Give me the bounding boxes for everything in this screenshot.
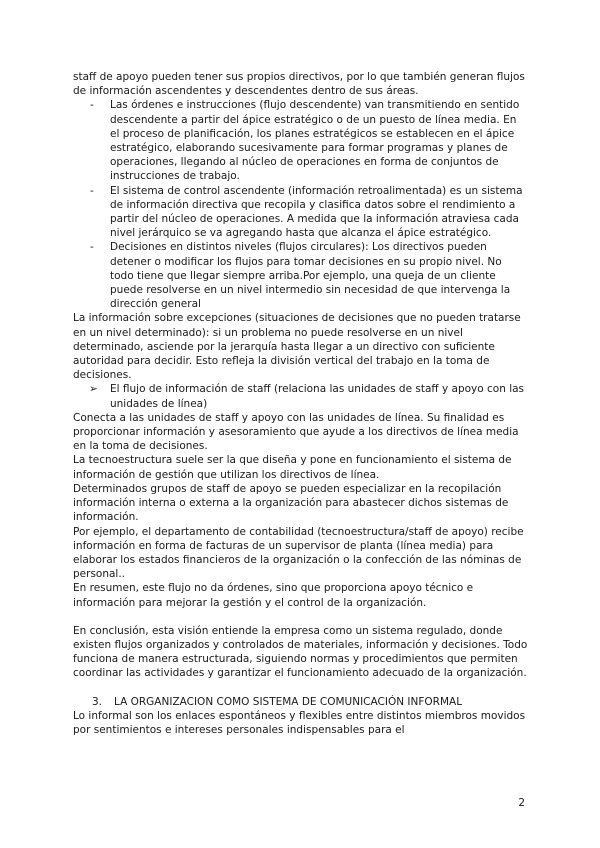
list-item: ➢ El flujo de información de staff (relaciona las unidades de staff y apoyo con las unidades de línea) [89, 383, 525, 410]
spacer [73, 681, 528, 695]
dash-bullet: - [90, 241, 94, 254]
section-heading [73, 695, 528, 709]
dash-bullet: - [90, 184, 94, 197]
intro-paragraph: staff de apoyo pueden tener sus propios directivos, por lo que también generan flujos de información ascendentes y descendentes dentro de sus áreas. [73, 71, 525, 98]
list-item: - El sistema de control ascendente (información retroalimentada) es un sistema de información directiva que recopila y clasifica datos sobre el rendimiento a partir del núcleo de operaciones. A medida que la información atraviesa cada nivel jerárquico se va agregando hasta que alcanza el ápice estratégico. [90, 184, 523, 240]
staff-paragraph: Conecta a las unidades de staff y apoyo con las unidades de línea. Su finalidad es proporcionar información y asesoramiento que ayude a los directivos de línea media en la toma de decisiones. [73, 411, 519, 453]
staff-flow-list [73, 382, 528, 410]
flow-list [73, 98, 528, 311]
section-title: LA ORGANIZACION COMO SISTEMA DE COMUNICACIÓN INFORMAL [114, 695, 463, 708]
ejemplo-paragraph: Por ejemplo, el departamento de contabilidad (tecnoestructura/staff de apoyo) recibe información en forma de facturas de un supervisor de planta (línea media) para elaborar los estados financieros de la organización o la confección de las nóminas de personal.. [73, 525, 524, 581]
document-body [73, 70, 528, 737]
conclusion-paragraph: En conclusión, esta visión entiende la empresa como un sistema regulado, donde existen flujos organizados y controlados de materiales, información y decisiones. Todo funciona de manera estructurada, siguiendo normas y procedimientos que permiten coordinar las actividades y garantizar el funcionamiento adecuado de la organización. [73, 624, 528, 680]
list-item: - Decisiones en distintos niveles (flujos circulares): Los directivos pueden detener o modificar los flujos para tomar decisiones en su propio nivel. No todo tiene que llegar siempre arriba.Por ejemplo, una queja de un cliente puede resolverse en un nivel intermedio sin necesidad de que intervenga la dirección general [90, 241, 511, 311]
informal-paragraph: Lo informal son los enlaces espontáneos y flexibles entre distintos miembros movidos por sentimientos e intereses personales indispensables para el [73, 709, 526, 736]
grupos-paragraph: Determinados grupos de staff de apoyo se pueden especializar en la recopilación información interna o externa a la organización para abastecer dichos sistemas de información. [73, 482, 509, 524]
resumen-paragraph: En resumen, este flujo no da órdenes, sino que proporciona apoyo técnico e información para mejorar la gestión y el control de la organización. [73, 582, 474, 609]
arrow-bullet-icon: ➢ [89, 383, 98, 396]
page-number: 2 [518, 797, 525, 809]
spacer [73, 610, 528, 624]
list-item: - Las órdenes e instrucciones (flujo descendente) van transmitiendo en sentido descendente a partir del ápice estratégico o de un puesto de línea media. En el proceso de planificación, los planes estratégicos se establecen en el ápice estratégico, elaborando sucesivamente para formar programas y planes de operaciones, llegando al núcleo de operaciones en forma de conjuntos de instrucciones de trabajo. [90, 99, 520, 183]
excepciones-paragraph: La información sobre excepciones (situaciones de decisiones que no pueden tratarse en un nivel determinado): si un problema no puede resolverse en un nivel determinado, asciende por la jerarquía hasta llegar a un directivo con suficiente autoridad para decidir. Esto refleja la división vertical del trabajo en la toma de decisiones. [73, 312, 521, 382]
section-number: 3. [92, 695, 103, 708]
tecnoestructura-paragraph: La tecnoestructura suele ser la que diseña y pone en funcionamiento el sistema de información de gestión que utilizan los directivos de línea. [73, 454, 512, 481]
dash-bullet: - [90, 99, 94, 112]
